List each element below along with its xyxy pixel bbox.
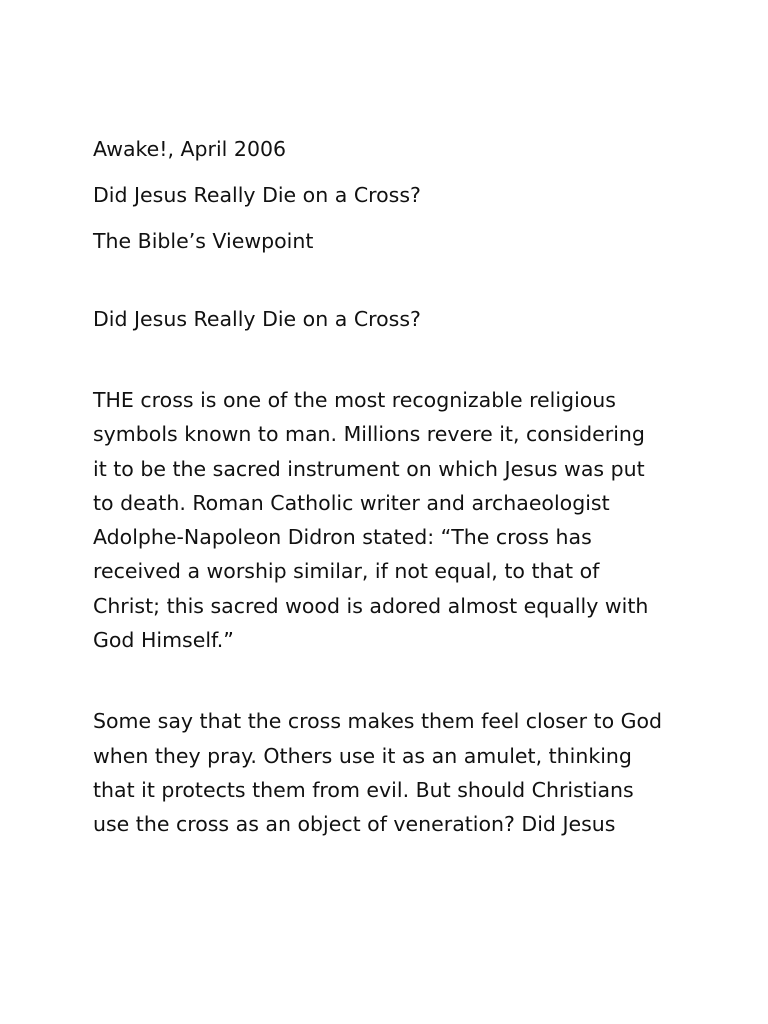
paragraph-line: Christ; this sacred wood is adored almost equally with <box>93 593 649 618</box>
headline: Did Jesus Really Die on a Cross? <box>93 183 421 207</box>
paragraph-line: THE cross is one of the most recognizable religious <box>93 388 616 412</box>
paragraph-line: it to be the sacred instrument on which Jesus was put <box>93 456 645 481</box>
source-line: Awake!, April 2006 <box>93 137 287 161</box>
paragraph-line: received a worship similar, if not equal, to that of <box>93 559 600 584</box>
paragraph-line: Adolphe-Napoleon Didron stated: “The cross has <box>93 525 592 550</box>
paragraph-line: when they pray. Others use it as an amulet, thinking <box>93 743 632 768</box>
paragraph-line: use the cross as an object of veneration? Did Jesus <box>93 812 616 837</box>
series-line: The Bible’s Viewpoint <box>93 229 314 253</box>
paragraph-line: that it protects them from evil. But should Christians <box>93 777 634 802</box>
paragraph-line: God Himself.” <box>93 628 234 653</box>
paragraph-line: to death. Roman Catholic writer and archaeologist <box>93 490 610 515</box>
paragraph-line: symbols known to man. Millions revere it, considering <box>93 422 645 447</box>
paragraph-1 <box>93 383 683 657</box>
article-title: Did Jesus Really Die on a Cross? <box>93 307 421 331</box>
document-content <box>93 132 683 842</box>
paragraph-line: Some say that the cross makes them feel closer to God <box>93 709 663 734</box>
paragraph-2 <box>93 704 683 841</box>
